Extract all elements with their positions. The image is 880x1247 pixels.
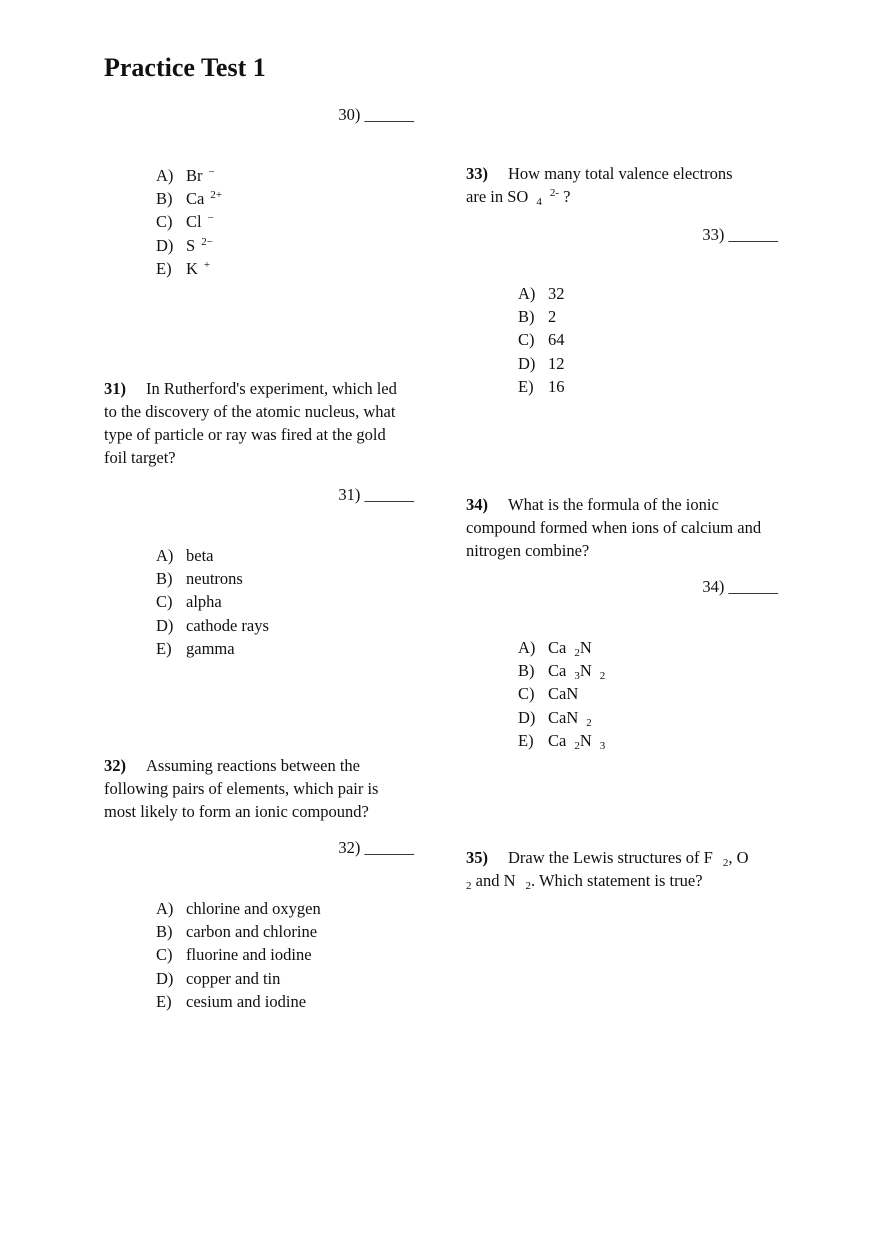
q32-options [156,897,321,1013]
q32-option-c[interactable]: C) fluorine and iodine [156,945,312,965]
q34-option-a[interactable]: A) Ca $_2$N [518,638,592,659]
q35-question: 35) Draw the Lewis structures of F $_2$, O $_2$ and N $_2$. Which statement is true? [466,848,749,892]
answer-line: ______ [364,485,414,504]
answer-label: 33) [702,225,725,244]
question-number: 32) [104,756,126,775]
question-text-formula: are in SO [466,187,529,206]
answer-line: ______ [728,225,778,244]
q33-option-d[interactable]: D) 12 [518,353,565,373]
q32-option-b[interactable]: B) carbon and chlorine [156,922,318,942]
answer-label: 34) [702,577,725,596]
q30-options [156,164,222,280]
question-number: 35) [466,848,488,867]
question-text: How many total valence electrons [508,164,733,183]
q34-options [518,636,605,752]
q34-option-d[interactable]: D) CaN $_2$ [518,707,592,729]
q30-option-d[interactable]: D) S $^{2-}$ [156,235,213,255]
q33-question: 33) How many total valence electrons are in SO $_4^{2-}$ ? [466,164,733,208]
answer-label: 31) [338,485,361,504]
question-text: Assuming reactions between the following pairs of elements, which pair is most likely to form an ionic compound? [104,756,379,821]
q31-option-b[interactable]: B) neutrons [156,569,243,589]
question-text: In Rutherford's experiment, which led to the discovery of the atomic nucleus, what type of particle or ray was fired at the gold foil target? [104,379,397,467]
q31-option-a[interactable]: A) beta [156,546,214,565]
q32-question [104,754,404,823]
q33-option-e[interactable]: E) 16 [518,376,565,396]
q34-option-b[interactable]: B) Ca $_3$N $_2$ [518,661,606,683]
page-title: Practice Test 1 [104,53,266,82]
question-number: 31) [104,379,126,398]
q30-option-c[interactable]: C) Cl − [156,212,214,232]
q30-option-a[interactable]: A) Br − [156,166,215,185]
q33-option-c[interactable]: C) 64 [518,330,565,350]
q34-option-e[interactable]: E) Ca $_2$N $_3$ [518,730,606,752]
answer-label: 30) [338,105,361,124]
q30-option-b[interactable]: B) Ca $^{2+}$ [156,189,223,209]
q34-question [466,493,778,562]
q30-answer-blank [104,105,414,125]
answer-line: ______ [364,838,414,857]
q34-answer-blank [466,577,778,597]
q33-option-b[interactable]: B) 2 [518,307,557,327]
q34-option-c[interactable]: C) CaN [518,684,579,704]
question-number: 34) [466,495,488,514]
q32-answer-blank [104,838,414,858]
question-text: What is the formula of the ionic compound formed when ions of calcium and nitrogen combine? [466,495,762,560]
q31-answer-blank [104,485,414,505]
question-text: Draw the Lewis structures of F [508,848,713,867]
q31-options [156,544,269,660]
q30-option-e[interactable]: E) K + [156,258,211,278]
q32-option-e[interactable]: E) cesium and iodine [156,991,307,1011]
q33-answer-blank [466,225,778,245]
q32-option-d[interactable]: D) copper and tin [156,968,281,988]
q33-options [518,282,565,398]
q33-option-a[interactable]: A) 32 [518,284,565,303]
q31-option-d[interactable]: D) cathode rays [156,615,269,635]
q32-option-a[interactable]: A) chlorine and oxygen [156,899,321,918]
answer-line: ______ [728,577,778,596]
q31-option-c[interactable]: C) alpha [156,592,222,612]
q31-option-e[interactable]: E) gamma [156,638,235,658]
q31-question [104,377,404,469]
answer-line: ______ [364,105,414,124]
question-number: 33) [466,164,488,183]
answer-label: 32) [338,838,361,857]
